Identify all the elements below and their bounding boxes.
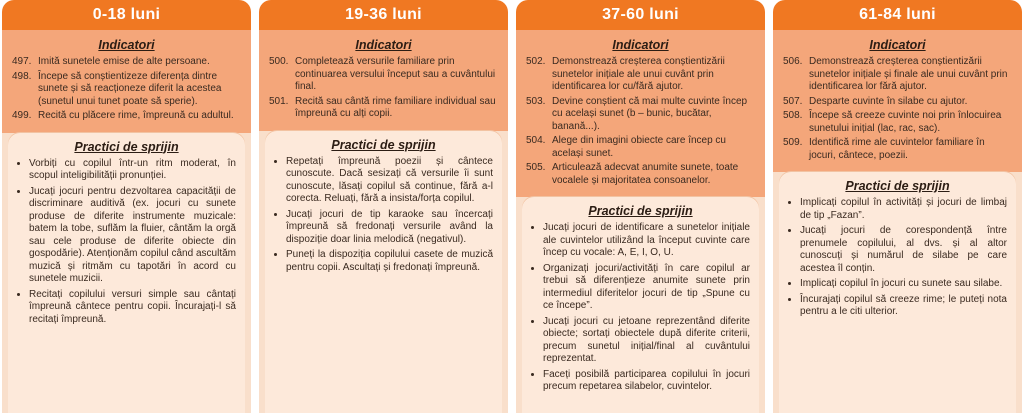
indicator-number: 499.: [12, 110, 32, 121]
indicator-item: [783, 110, 1012, 135]
practices-section: [522, 197, 759, 413]
indicator-number: 509.: [783, 137, 803, 148]
indicators-section: [516, 30, 765, 197]
indicators-title: Indicatori: [869, 38, 926, 52]
practice-item: • Jucați jocuri de tip karaoke sau încercați împreună să fredonați versurile având la dispoziție doar linia melodică (negativul).: [286, 209, 493, 247]
indicators-section: [259, 30, 508, 131]
indicator-item: [269, 56, 498, 94]
column-37-60: [516, 0, 765, 413]
column-61-84: [773, 0, 1022, 413]
column-body: [516, 30, 765, 413]
indicators-title: Indicatori: [355, 38, 412, 52]
practice-item: • Repetați împreună poezii și cântece cunoscute. Dacă sesizați că versurile îi sunt cunoscute, lăsați copilul să continue, fără a-l corecta. Reluați, fără a insista/forța copilul.: [286, 156, 493, 206]
indicator-item: [526, 162, 755, 187]
indicator-text: Începe să creeze cuvinte noi prin înlocuirea sunetului inițial (lac, rac, sac).: [809, 110, 1002, 134]
practices-section: [779, 172, 1016, 413]
practices-title: Practici de sprijin: [845, 179, 950, 193]
practice-item: • Implicați copilul în jocuri cu sunete sau silabe.: [800, 278, 1007, 291]
indicator-item: [783, 137, 1012, 162]
indicator-item: [12, 110, 241, 123]
indicator-item: [12, 71, 241, 109]
practice-item: • Jucați jocuri cu jetoane reprezentând diferite obiecte; sortați obiectele după diferite criterii, precum sunetul inițial/final al cuvântului reprezentat.: [543, 316, 750, 366]
indicators-section: [773, 30, 1022, 172]
indicator-text: Alege din imagini obiecte care încep cu același sunet.: [552, 135, 726, 159]
column-19-36: [259, 0, 508, 413]
indicator-number: 504.: [526, 135, 546, 146]
indicators-list: [526, 56, 755, 187]
practices-title: Practici de sprijin: [588, 204, 693, 218]
age-header: 19-36 luni: [259, 0, 508, 30]
practices-title: Practici de sprijin: [74, 139, 179, 154]
indicator-text: Identifică rime ale cuvintelor familiare în jocuri, cântece, poezii.: [809, 137, 985, 161]
indicator-text: Devine conștient că mai multe cuvinte încep cu același sunet (b – bunic, bucătar, banană...).: [552, 95, 748, 132]
column-body: [2, 30, 251, 413]
indicator-number: 505.: [526, 162, 546, 173]
indicator-item: [783, 96, 1012, 109]
practice-item: • Jucați jocuri de identificare a sunetelor inițiale ale cuvintelor utilizând la început cuvinte care încep cu vocale: A, E, I, O, U.: [543, 222, 750, 260]
indicator-number: 502.: [526, 56, 546, 67]
indicator-text: Desparte cuvinte în silabe cu ajutor.: [809, 95, 968, 107]
column-body: [259, 30, 508, 413]
indicator-text: Completează versurile familiare prin continuarea versului început sau a cuvântului final.: [295, 56, 496, 92]
indicator-item: [269, 96, 498, 121]
practices-list: [17, 158, 236, 327]
practice-item: • Jucați jocuri pentru dezvoltarea capacității de discriminare auditivă (ex. jocuri cu sunete produse de diferite instrumente muzicale: batem la tobe, suflăm la fluier, cântăm la orgă sau cele produse de diferite obiecte din gospodărie). Atenționăm copilul când ascultăm muzică și ritmăm cu tapotări în acord cu sunetele muzicii.: [29, 186, 236, 286]
indicator-number: 497.: [12, 56, 32, 67]
indicator-number: 500.: [269, 56, 289, 67]
indicator-number: 507.: [783, 95, 803, 107]
indicators-title: Indicatori: [98, 38, 155, 52]
practice-item: • Vorbiți cu copilul într-un ritm moderat, în scopul inteligibilității pronunției.: [29, 158, 236, 183]
practice-item: • Organizați jocuri/activități în care copilul ar trebui să diferențieze anumite sunete prin intermediul diferitelor jocuri de tip „Spune cu ce începe”.: [543, 263, 750, 313]
indicators-list: [783, 56, 1012, 162]
practice-item: • Implicați copilul în activități și jocuri de limbaj de tip „Fazan”.: [800, 197, 1007, 222]
indicators-section: [2, 30, 251, 133]
age-header: 0-18 luni: [2, 0, 251, 30]
indicators-list: [269, 56, 498, 121]
indicator-text: Recită sau cântă rime familiare individual sau împreună cu alți copii.: [295, 95, 496, 119]
column-0-18: [2, 0, 251, 413]
indicator-text: Începe să conștientizeze diferența dintre sunete și să reacționeze diferit la acestea (sunetul unui tunet poate să sperie).: [38, 70, 222, 107]
indicator-number: 501.: [269, 95, 289, 107]
indicator-item: [783, 56, 1012, 94]
indicator-item: [526, 135, 755, 160]
practices-list: [788, 197, 1007, 319]
practice-item: • Puneți la dispoziția copilului casete de muzică pentru copii. Ascultați și fredonați împreună.: [286, 249, 493, 274]
age-header: 37-60 luni: [516, 0, 765, 30]
practices-section: [265, 131, 502, 413]
indicator-item: [526, 96, 755, 134]
indicator-text: Imită sunetele emise de alte persoane.: [38, 56, 210, 67]
practices-section: [8, 133, 245, 413]
practices-title: Practici de sprijin: [331, 137, 436, 152]
indicator-item: [526, 56, 755, 94]
indicators-list: [12, 56, 241, 123]
column-body: [773, 30, 1022, 413]
indicator-item: [12, 56, 241, 69]
indicator-text: Demonstrează creșterea conștientizării sunetelor inițiale ale unui cuvânt prin identificarea lor cu/fără ajutor.: [552, 56, 725, 92]
indicator-number: 508.: [783, 110, 803, 121]
indicators-title: Indicatori: [612, 38, 669, 52]
indicator-text: Recită cu plăcere rime, împreună cu adultul.: [38, 110, 234, 121]
indicator-text: Articulează adecvat anumite sunete, toate vocalele și majoritatea consoanelor.: [552, 162, 739, 186]
indicator-text: Demonstrează creșterea conștientizării sunetelor inițiale și finale ale unui cuvânt prin identificarea lor fără ajutor.: [809, 56, 1008, 92]
practice-item: • Recitați copilului versuri simple sau cântați împreună cântece pentru copii. Încurajați-l să recitați împreună.: [29, 289, 236, 327]
indicator-number: 498.: [12, 70, 32, 82]
practice-item: • Faceți posibilă participarea copilului în jocuri precum repetarea silabelor, cuvintelor.: [543, 369, 750, 394]
practice-item: • Încurajați copilul să creeze rime; le puteți nota pentru a le citi ulterior.: [800, 294, 1007, 319]
age-header: 61-84 luni: [773, 0, 1022, 30]
indicator-number: 503.: [526, 95, 546, 107]
practice-item: • Jucați jocuri de corespondență între prenumele copilului, al dvs. și al altor cunoscuți și numărul de silabe pe care acestea îl conțin.: [800, 225, 1007, 275]
practices-list: [531, 222, 750, 394]
indicator-number: 506.: [783, 56, 803, 67]
practices-list: [274, 156, 493, 275]
